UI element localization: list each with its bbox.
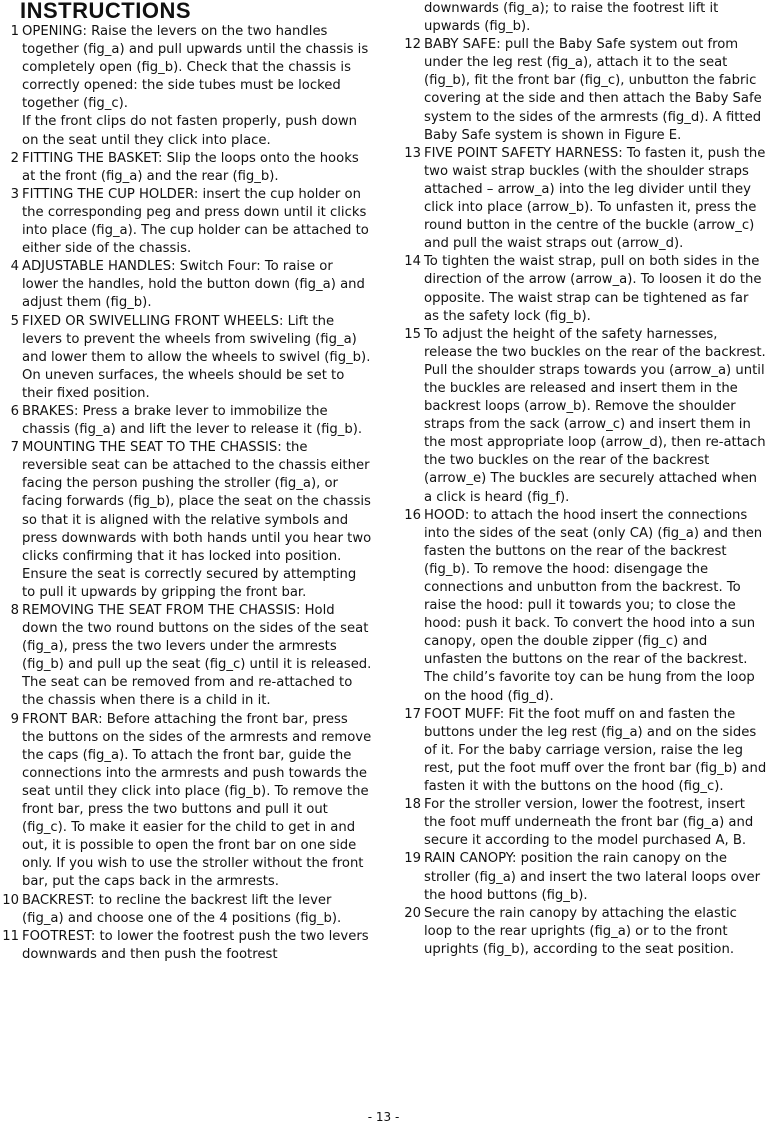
instruction-item: [398, 850, 767, 904]
continued-text: downwards (fig_a); to raise the footrest lift it upwards (fig_b).: [424, 1, 719, 35]
item-text: FOOTREST: to lower the footrest push the two levers downwards and then push the footrest: [22, 928, 369, 962]
item-number: 2: [10, 150, 19, 166]
instruction-item: [0, 602, 372, 711]
item-number: 4: [10, 259, 19, 275]
item-number: 11: [2, 928, 19, 944]
page-title: INSTRUCTIONS: [20, 0, 191, 23]
item-text: RAIN CANOPY: position the rain canopy on the stroller (fig_a) and insert the two lateral loops over the hood buttons (fig_b).: [424, 851, 761, 903]
instruction-item: [0, 186, 372, 258]
instruction-item: [398, 326, 767, 507]
instruction-item: [398, 253, 767, 325]
item-number: 15: [404, 326, 421, 342]
instruction-item: [398, 36, 767, 145]
left-column: [0, 23, 372, 964]
instruction-item: [0, 313, 372, 403]
item-text: To adjust the height of the safety harnesses, release the two buckles on the rear of the backrest. Pull the shoulder straps towards you (arrow_a) until the buckles are released and insert them in the backrest loops (arrow_b). Remove the shoulder straps from the sack (arrow_c) and insert them in the most appropriate loop (arrow_d), then re-attach the two buckles on the rear of the backrest (arrow_e) The buckles are securely attached when a click is heard (fig_f).: [424, 326, 766, 505]
item-number: 9: [10, 711, 19, 727]
right-column: [398, 0, 767, 959]
item-number: 20: [404, 905, 421, 921]
item-text: FIVE POINT SAFETY HARNESS: To fasten it, push the two waist strap buckles (with the shoulder straps attached – arrow_a) into the leg divider until they click into place (arrow_b). To unfasten it, press the round button in the centre of the buckle (arrow_c) and pull the waist straps out (arrow_d).: [424, 145, 766, 252]
item-text: FITTING THE BASKET: Slip the loops onto the hooks at the front (fig_a) and the rear (fig_b).: [22, 150, 359, 184]
instruction-item: [0, 892, 372, 928]
item-text: FOOT MUFF: Fit the foot muff on and fasten the buttons under the leg rest (fig_a) and on the sides of it. For the baby carriage version, raise the leg rest, put the foot muff over the front bar (fig_b) and fasten it with the buttons on the hood (fig_c).: [424, 706, 767, 795]
page-number: - 13 -: [367, 1110, 400, 1124]
instruction-item: [0, 439, 372, 602]
item-number: 19: [404, 851, 421, 867]
item-number: 3: [10, 186, 19, 202]
item-number: 13: [404, 145, 421, 161]
item-number: 10: [2, 892, 19, 908]
instruction-item: [0, 928, 372, 964]
item-number: 12: [404, 37, 421, 53]
item-text: BACKREST: to recline the backrest lift the lever (fig_a) and choose one of the 4 positions (fig_b).: [22, 892, 342, 926]
item-number: 1: [10, 24, 19, 39]
instruction-item: [0, 403, 372, 439]
item-text: OPENING: Raise the levers on the two handles together (fig_a) and pull upwards until the chassis is completely open (fig_b). Check that the chassis is correctly opened: the side tubes must be locked together (fig_c). If the front clips do not fasten properly, push down on the seat until they click into place.: [22, 24, 369, 148]
item-text: BABY SAFE: pull the Baby Safe system out from under the leg rest (fig_a), attach it to the seat (fig_b), fit the front bar (fig_c), unbutton the fabric covering at the side and then attach the Baby Safe system to the sides of the armrests (fig_d). A fitted Baby Safe system is shown in Figure E.: [424, 37, 762, 143]
instruction-item: [0, 258, 372, 312]
item-text: ADJUSTABLE HANDLES: Switch Four: To raise or lower the handles, hold the button down (fig_a) and adjust them (fig_b).: [22, 259, 365, 311]
item-text: REMOVING THE SEAT FROM THE CHASSIS: Hold down the two round buttons on the sides of the seat (fig_a), press the two levers under the armrests (fig_b) and pull up the seat (fig_c) until it is released. The seat can be removed from and re-attached to the chassis when there is a child in it.: [22, 603, 372, 709]
item-text: Secure the rain canopy by attaching the elastic loop to the rear uprights (fig_a) or to the front uprights (fig_b), according to the seat position.: [424, 905, 737, 957]
instruction-item: [398, 145, 767, 254]
item-number: 14: [404, 254, 421, 270]
item-text: FIXED OR SWIVELLING FRONT WHEELS: Lift the levers to prevent the wheels from swiveling (fig_a) and lower them to allow the wheels to swivel (fig_b). On uneven surfaces, the wheels should be set to their fixed position.: [22, 313, 371, 401]
item-text: HOOD: to attach the hood insert the connections into the sides of the seat (only CA) (fig_a) and then fasten the buttons on the rear of the backrest (fig_b). To remove the hood: disengage the connections and unbutton from the backrest. To raise the hood: pull it towards you; to close the hood: push it back. To convert the hood into a sun canopy, open the double zipper (fig_c) and unfasten the buttons on the rear of the backrest. The child’s favorite toy can be hung from the loop on the hood (fig_d).: [424, 507, 763, 704]
item-number: 6: [10, 403, 19, 419]
item-text: MOUNTING THE SEAT TO THE CHASSIS: the reversible seat can be attached to the chassis either facing the person pushing the stroller (fig_a), or facing forwards (fig_b), place the seat on the chassis so that it is aligned with the relative symbols and press downwards with both hands until you hear two clicks confirming that it has locked into position. Ensure the seat is correctly secured by attempting to pull it upwards by gripping the front bar.: [22, 440, 372, 600]
instruction-item: [0, 23, 372, 150]
item-number: 8: [10, 603, 19, 618]
item-number: 5: [10, 313, 19, 329]
item-text: To tighten the waist strap, pull on both sides in the direction of the arrow (arrow_a). To loosen it do the opposite. The waist strap can be tightened as far as the safety lock (fig_b).: [424, 254, 762, 324]
item-text: For the stroller version, lower the footrest, insert the foot muff underneath the front bar (fig_a) and secure it according to the model purchased A, B.: [424, 797, 754, 849]
item-number: 16: [404, 507, 421, 523]
instruction-item: [398, 507, 767, 706]
item-text: FRONT BAR: Before attaching the front bar, press the buttons on the sides of the armrests and remove the caps (fig_a). To attach the front bar, guide the connections into the armrests and push towards the seat until they click into place (fig_b). To remove the front bar, press the two buttons and pull it out (fig_c). To make it easier for the child to get in and out, it is possible to open the front bar on one side only. If you wish to use the stroller without the front bar, put the caps back in the armrests.: [22, 711, 372, 890]
item-text: FITTING THE CUP HOLDER: insert the cup holder on the corresponding peg and press down until it clicks into place (fig_a). The cup holder can be attached to either side of the chassis.: [22, 186, 369, 257]
item-text: BRAKES: Press a brake lever to immobilize the chassis (fig_a) and lift the lever to release it (fig_b).: [22, 403, 363, 438]
instruction-item: [398, 905, 767, 959]
item-number: 18: [404, 797, 421, 813]
instruction-item: [398, 796, 767, 850]
instruction-item: [0, 150, 372, 186]
instruction-item: [0, 711, 372, 892]
instruction-item: [398, 706, 767, 796]
item-number: 7: [10, 440, 19, 456]
item-number: 17: [404, 706, 421, 722]
